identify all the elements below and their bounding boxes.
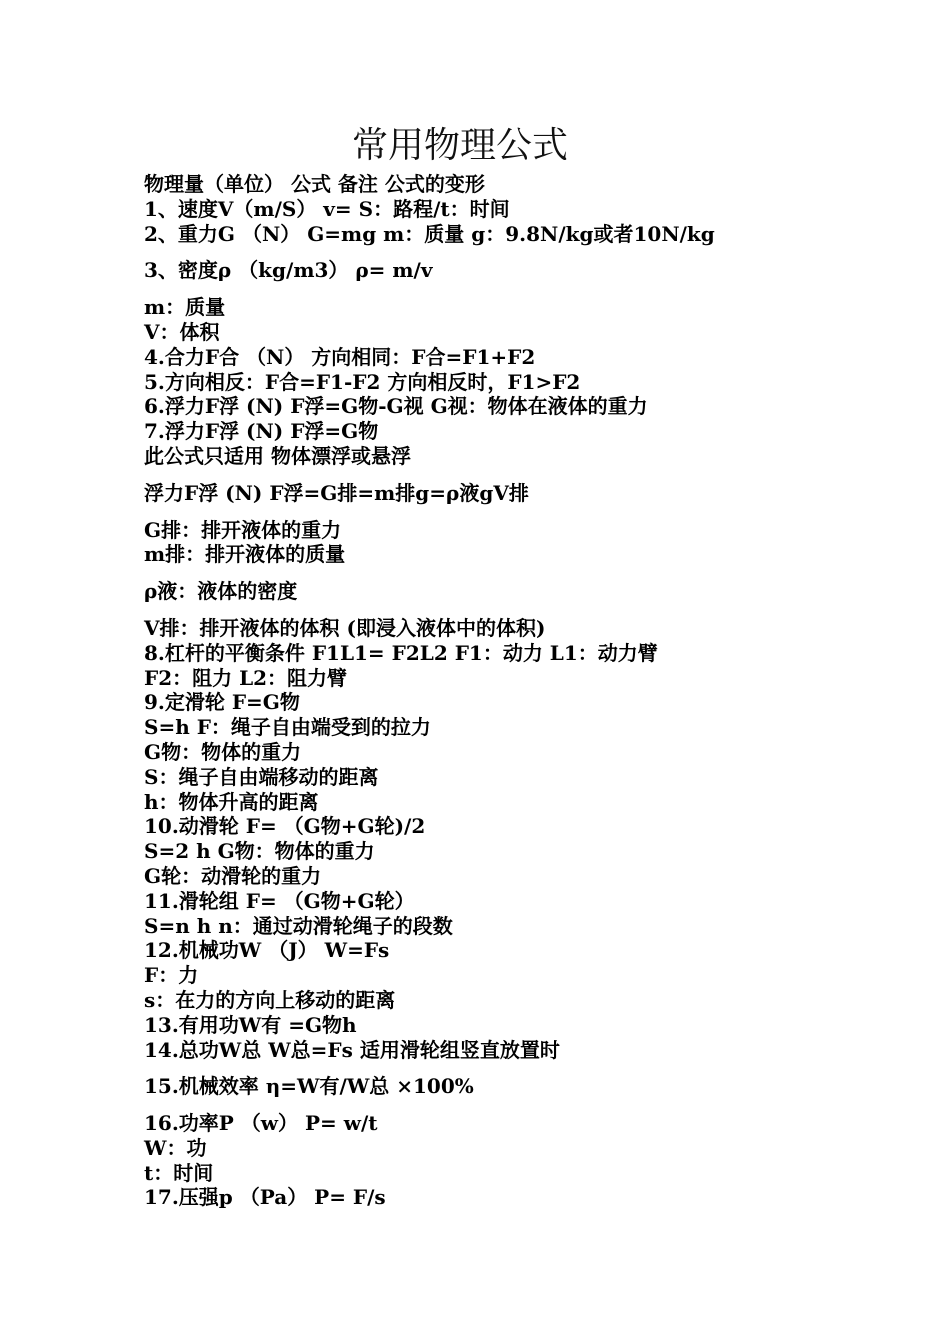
formula-line: G物：物体的重力 — [144, 739, 302, 764]
formula-line: 7.浮力F浮 (N) F浮=G物 — [144, 419, 379, 444]
formula-line: 5.方向相反：F合=F1-F2 方向相反时，F1>F2 — [144, 369, 581, 394]
formula-line: F：力 — [144, 963, 199, 988]
formula-line: 11.滑轮组 F= （G物+G轮） — [144, 888, 415, 913]
formula-line: 2、重力G （N） G=mg m：质量 g：9.8N/kg或者10N/kg — [144, 221, 715, 246]
formula-line: 16.功率P （w） P= w/t — [144, 1111, 378, 1136]
formula-line: 4.合力F合 （N） 方向相同：F合=F1+F2 — [144, 344, 536, 369]
formula-line: 1、速度V（m/S） v= S：路程/t：时间 — [144, 196, 510, 221]
formula-line: m排：排开液体的质量 — [144, 542, 346, 567]
formula-line: S=2 h G物：物体的重力 — [144, 839, 375, 864]
formula-line: 12.机械功W （J） W=Fs — [144, 938, 390, 963]
formula-line: s：在力的方向上移动的距离 — [144, 987, 396, 1012]
formula-list — [144, 172, 904, 1210]
formula-line: 6.浮力F浮 (N) F浮=G物-G视 G视：物体在液体的重力 — [144, 394, 648, 419]
formula-line: h：物体升高的距离 — [144, 789, 319, 814]
formula-line: V排：排开液体的体积 (即浸入液体中的体积) — [144, 615, 546, 640]
formula-line: m：质量 — [144, 295, 226, 320]
formula-line: 13.有用功W有 =G物h — [144, 1012, 357, 1037]
formula-line: 9.定滑轮 F=G物 — [144, 690, 300, 715]
formula-line: 15.机械效率 η=W有/W总 ×100% — [144, 1074, 474, 1099]
formula-line: G轮：动滑轮的重力 — [144, 863, 322, 888]
header-line: 物理量（单位） 公式 备注 公式的变形 — [144, 172, 485, 196]
formula-line: 浮力F浮 (N) F浮=G排=m排g=ρ液gV排 — [144, 480, 529, 505]
formula-line: 3、密度ρ （kg/m3） ρ= m/v — [144, 258, 433, 283]
formula-line: 此公式只适用 物体漂浮或悬浮 — [144, 443, 411, 468]
formula-line: V：体积 — [144, 319, 220, 344]
formula-line: G排：排开液体的重力 — [144, 517, 342, 542]
formula-line: S=h F：绳子自由端受到的拉力 — [144, 715, 431, 740]
formula-line: W：功 — [144, 1135, 207, 1160]
formula-line: ρ液：液体的密度 — [144, 579, 298, 604]
formula-line: S=n h n：通过动滑轮绳子的段数 — [144, 913, 453, 938]
formula-line: 10.动滑轮 F= （G物+G轮)/2 — [144, 814, 426, 839]
formula-line: 8.杠杆的平衡条件 F1L1= F2L2 F1：动力 L1：动力臂 — [144, 640, 658, 665]
page-title: 常用物理公式 — [351, 125, 568, 166]
formula-line: t：时间 — [144, 1160, 214, 1185]
formula-line: S：绳子自由端移动的距离 — [144, 764, 379, 789]
formula-line: 14.总功W总 W总=Fs 适用滑轮组竖直放置时 — [144, 1037, 560, 1062]
formula-line: 17.压强p （Pa） P= F/s — [144, 1185, 386, 1210]
formula-line: F2：阻力 L2：阻力臂 — [144, 665, 348, 690]
